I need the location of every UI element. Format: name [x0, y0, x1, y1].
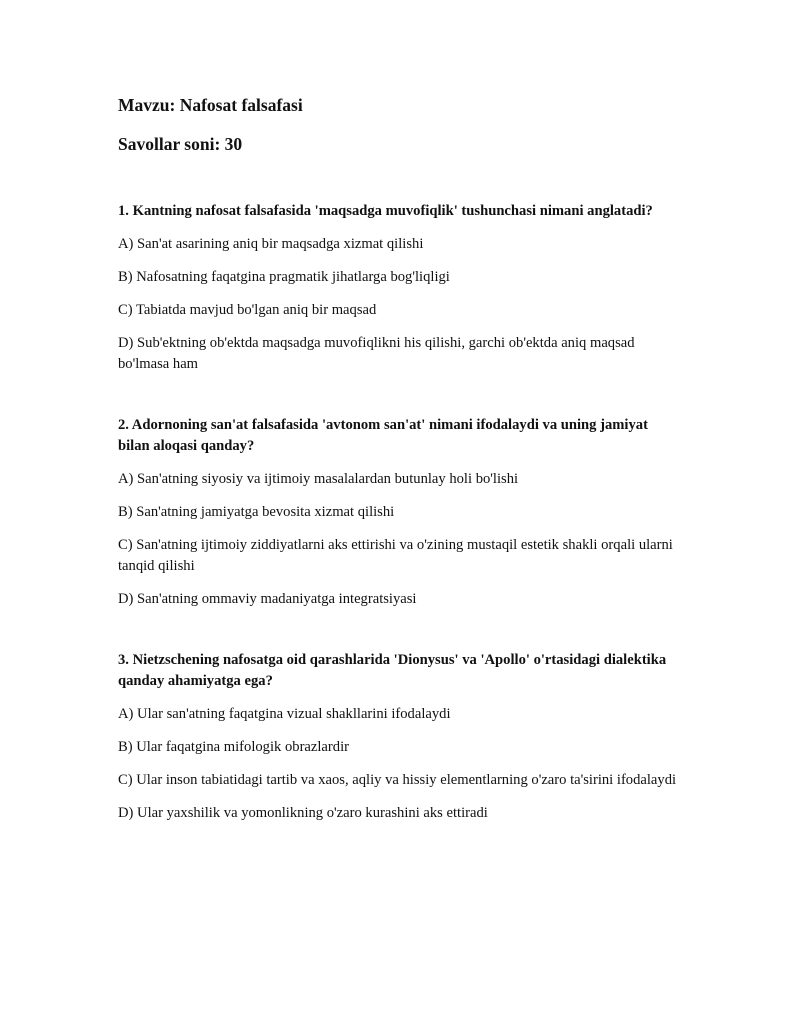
- answer-option-d: D) San'atning ommaviy madaniyatga integratsiyasi: [118, 591, 417, 607]
- document-page: [118, 94, 683, 824]
- question-block-2: [118, 415, 683, 610]
- topic-title: Mavzu: Nafosat falsafasi: [118, 95, 303, 115]
- question-text: 3. Nietzschening nafosatga oid qarashlarida 'Dionysus' va 'Apollo' o'rtasidagi dialektika qanday ahamiyatga ega?: [118, 652, 667, 689]
- question-text: 2. Adornoning san'at falsafasida 'avtonom san'at' nimani ifodalaydi va uning jamiyat bilan aloqasi qanday?: [118, 417, 648, 454]
- answer-option-d: D) Sub'ektning ob'ektda maqsadga muvofiqlikni his qilishi, garchi ob'ektda aniq maqsad bo'lmasa ham: [118, 335, 635, 372]
- answer-option-b: B) San'atning jamiyatga bevosita xizmat qilishi: [118, 504, 395, 520]
- answer-option-b: B) Ular faqatgina mifologik obrazlardir: [118, 739, 349, 755]
- question-text: 1. Kantning nafosat falsafasida 'maqsadga muvofiqlik' tushunchasi nimani anglatadi?: [118, 203, 653, 219]
- answer-option-c: C) San'atning ijtimoiy ziddiyatlarni aks ettirishi va o'zining mustaqil estetik shakli orqali ularni tanqid qilishi: [118, 537, 673, 574]
- question-block-1: [118, 201, 683, 375]
- answer-option-c: C) Ular inson tabiatidagi tartib va xaos, aqliy va hissiy elementlarning o'zaro ta'sirini ifodalaydi: [118, 772, 677, 788]
- answer-option-b: B) Nafosatning faqatgina pragmatik jihatlarga bog'liqligi: [118, 269, 450, 285]
- answer-option-a: A) San'atning siyosiy va ijtimoiy masalalardan butunlay holi bo'lishi: [118, 471, 519, 487]
- answer-option-a: A) Ular san'atning faqatgina vizual shakllarini ifodalaydi: [118, 706, 451, 722]
- answer-option-c: C) Tabiatda mavjud bo'lgan aniq bir maqsad: [118, 302, 377, 318]
- question-count: Savollar soni: 30: [118, 134, 243, 154]
- question-block-3: [118, 650, 683, 824]
- answer-option-a: A) San'at asarining aniq bir maqsadga xizmat qilishi: [118, 236, 424, 252]
- answer-option-d: D) Ular yaxshilik va yomonlikning o'zaro kurashini aks ettiradi: [118, 805, 488, 821]
